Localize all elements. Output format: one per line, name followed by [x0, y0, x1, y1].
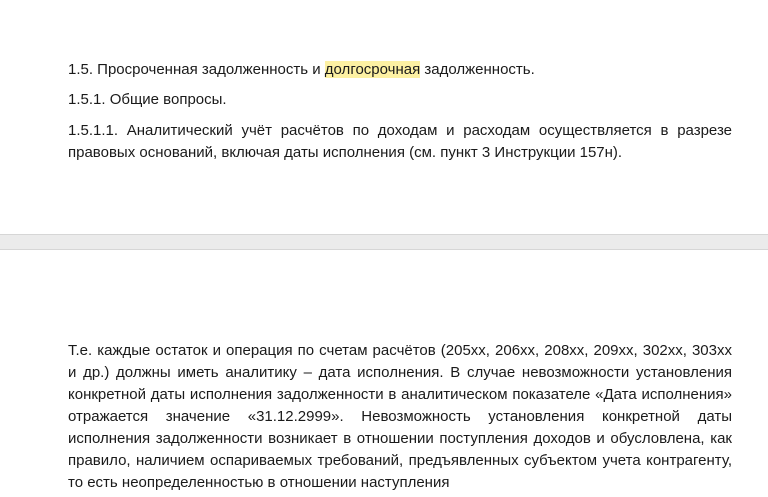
section-heading — [68, 59, 732, 81]
heading-text-end: задолженность. — [420, 61, 535, 78]
paragraph-explanation: Т.е. каждые остаток и операция по счетам расчётов (205хх, 206хх, 208хх, 209хх, 302хх, 303хх и др.) должны иметь аналитику – дата исполнения. В случае невозможности установления конкретной даты исполнения задолженности в аналитическом показателе «Дата исполнения» отражается значение «31.12.2999». Невозможность установления конкретной даты исполнения задолженности возникает в отношении поступления доходов и обусловлена, как правило, наличием оспариваемых требований, предъявленных субъектом учета контрагенту, то есть неопределенностью в отношении наступления — [68, 342, 732, 491]
heading-text-start: 1.5. Просроченная задолженность и — [68, 61, 325, 78]
subsection-heading: 1.5.1. Общие вопросы. — [68, 91, 227, 108]
highlighted-word[interactable]: долгосрочная — [324, 61, 421, 78]
page-break — [0, 234, 768, 250]
paragraph-1-5-1-1: 1.5.1.1. Аналитический учёт расчётов по доходам и расходам осуществляется в разрезе правовых оснований, включая даты исполнения (см. пункт 3 Инструкции 157н). — [68, 122, 732, 161]
document-page-1 — [0, 0, 768, 234]
document-page-2 — [0, 250, 768, 497]
